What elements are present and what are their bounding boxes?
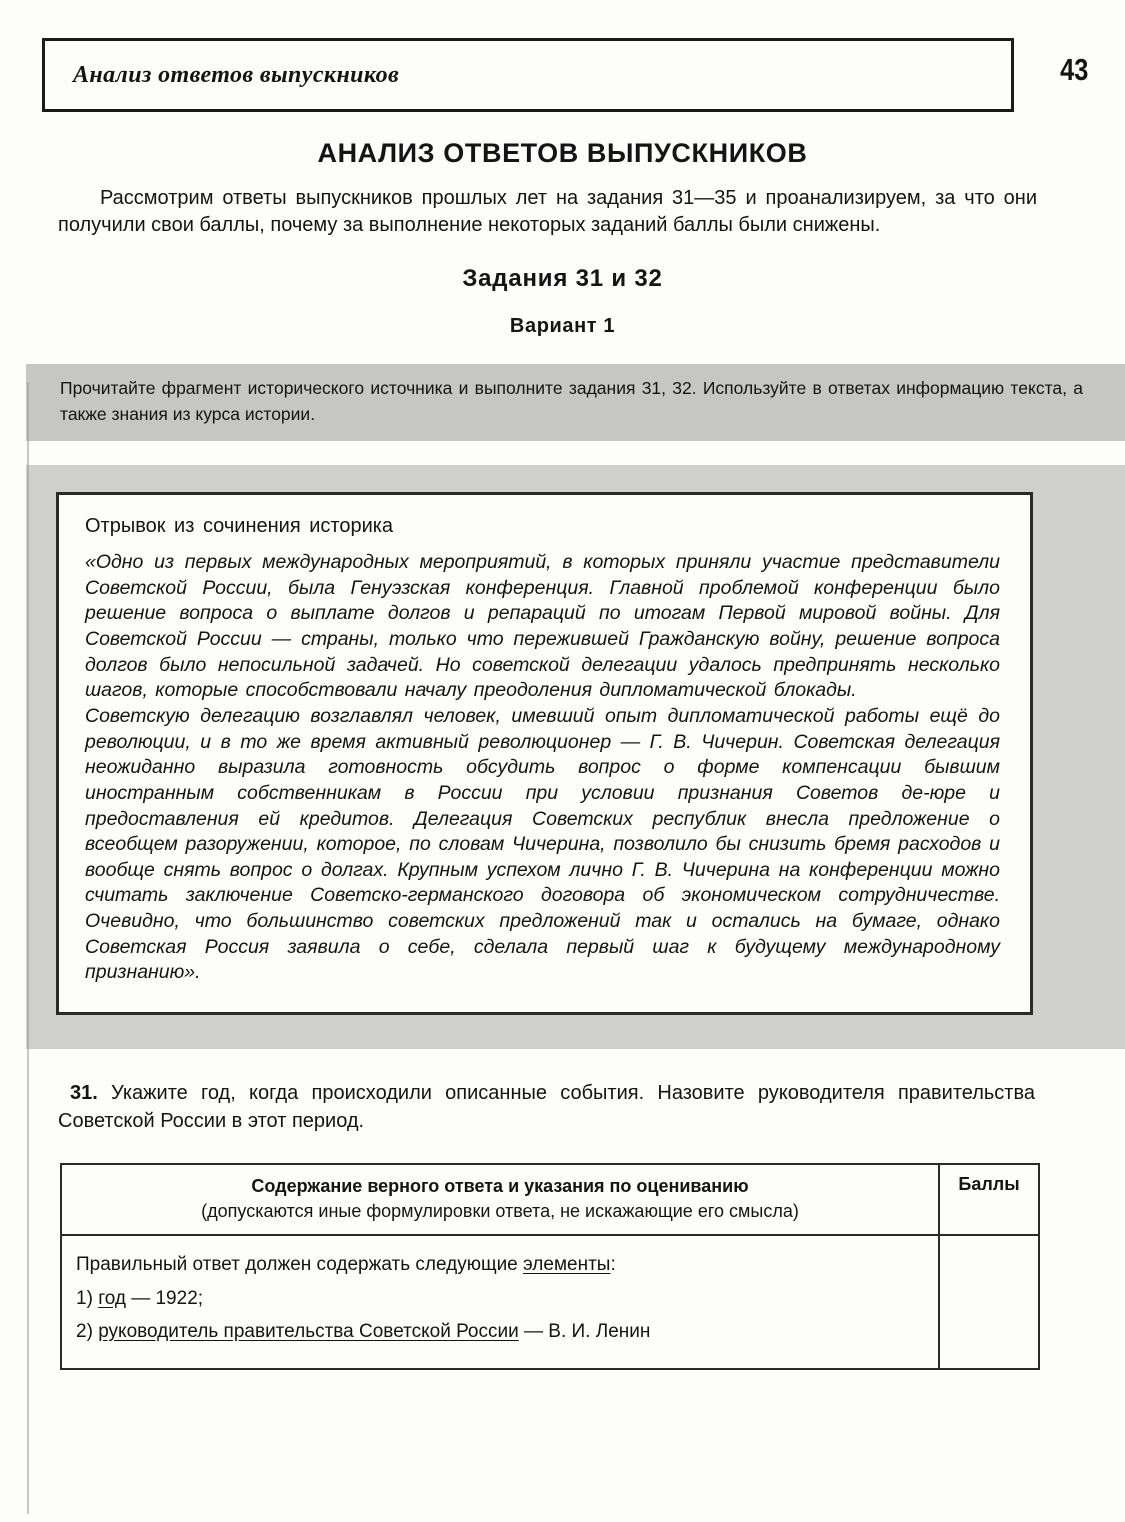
answer-intro-prefix: Правильный ответ должен содержать следующие	[76, 1254, 524, 1276]
criteria-header-line2: (допускаются иные формулировки ответа, не искажающие его смысла)	[201, 1201, 799, 1222]
source-paragraph-2: Советскую делегацию возглавлял человек, имевший опыт дипломатической работы ещё до революции, и в то же время активный революционер — Г. В. Чичерин. Советская делегация неожиданно выразила готовность обсудить вопрос о форме компенсации бывшим иностранным собственникам в России при условии признания Советов де-юре и предоставления ей кредитов. Делегация Советских республик внесла предложение о всеобщем разоружении, которое, по словам Чичерина, позволило бы снизить бремя расходов и вообще снять вопрос о долгах. Крупным успехом лично Г. В. Чичерина на конференции можно считать заключение Советско-германского договора об экономическом сотрудничестве. Очевидно, что большинство советских предложений так и остались на бумаге, однако Советская Россия заявила о себе, сделала первый шаг к будущему международному признанию».	[85, 704, 1000, 984]
answer-item-2-suffix: — В. И. Ленин	[518, 1320, 651, 1342]
answer-evaluation-table	[60, 1163, 1040, 1370]
task-31	[58, 1079, 1035, 1135]
answer-intro-suffix: :	[610, 1254, 616, 1276]
page-title: АНАЛИЗ ОТВЕТОВ ВЫПУСКНИКОВ	[317, 138, 808, 168]
section-title: Задания 31 и 32	[462, 265, 663, 293]
running-header-title: Анализ ответов выпускников	[73, 61, 400, 88]
answer-item-2-prefix: 2)	[76, 1320, 99, 1342]
points-header-cell: Баллы	[939, 1164, 1039, 1235]
points-value-cell	[939, 1235, 1039, 1369]
source-box	[56, 492, 1033, 1015]
answer-item-1-prefix: 1)	[76, 1287, 99, 1309]
table-body-row	[61, 1235, 1039, 1369]
criteria-header-line1: Содержание верного ответа и указания по оцениванию	[251, 1176, 749, 1197]
answer-intro-underlined: элементы	[523, 1254, 611, 1276]
intro-paragraph: Рассмотрим ответы выпускников прошлых лет на задания 31—35 и проанализируем, за что они получили свои баллы, почему за выполнение некоторых заданий баллы были снижены.	[58, 187, 1037, 237]
running-header-box	[42, 38, 1014, 112]
source-gray-area	[26, 465, 1125, 1049]
source-caption: Отрывок из сочинения историка	[85, 515, 394, 538]
task-31-text: Укажите год, когда происходили описанные события. Назовите руководителя правительства Советской России в этот период.	[58, 1082, 1035, 1133]
criteria-header-cell	[61, 1164, 939, 1235]
answer-item-1-suffix: — 1922;	[125, 1287, 204, 1309]
answer-content-cell	[61, 1235, 939, 1369]
page-number: 43	[1059, 52, 1088, 87]
answer-item-1-underlined: год	[98, 1287, 126, 1309]
variant-title: Вариант 1	[509, 315, 616, 338]
source-paragraph-1: «Одно из первых международных мероприятий, в которых приняли участие представители Советской России, была Генуэзская конференция. Главной проблемой конференции было решение вопроса о выплате долгов и репараций по итогам Первой мировой войны. Для Советской России — страны, только что пережившей Гражданскую войну, решение вопроса долгов было непосильной задачей. Но советской делегации удалось предпринять несколько шагов, которые способствовали началу преодоления дипломатической блокады.	[85, 551, 1000, 702]
instruction-box: Прочитайте фрагмент исторического источника и выполните задания 31, 32. Используйте в ответах информацию текста, а также знания из курса истории.	[26, 364, 1125, 441]
answer-intro-line	[76, 1248, 920, 1281]
source-text	[85, 550, 1000, 986]
scan-artifact-line	[27, 382, 29, 1514]
answer-item-2	[76, 1315, 920, 1348]
answer-item-2-underlined: руководитель правительства Советской России	[98, 1320, 519, 1342]
task-31-number: 31.	[70, 1082, 98, 1105]
answer-item-1	[76, 1282, 920, 1315]
table-header-row	[61, 1164, 1039, 1235]
